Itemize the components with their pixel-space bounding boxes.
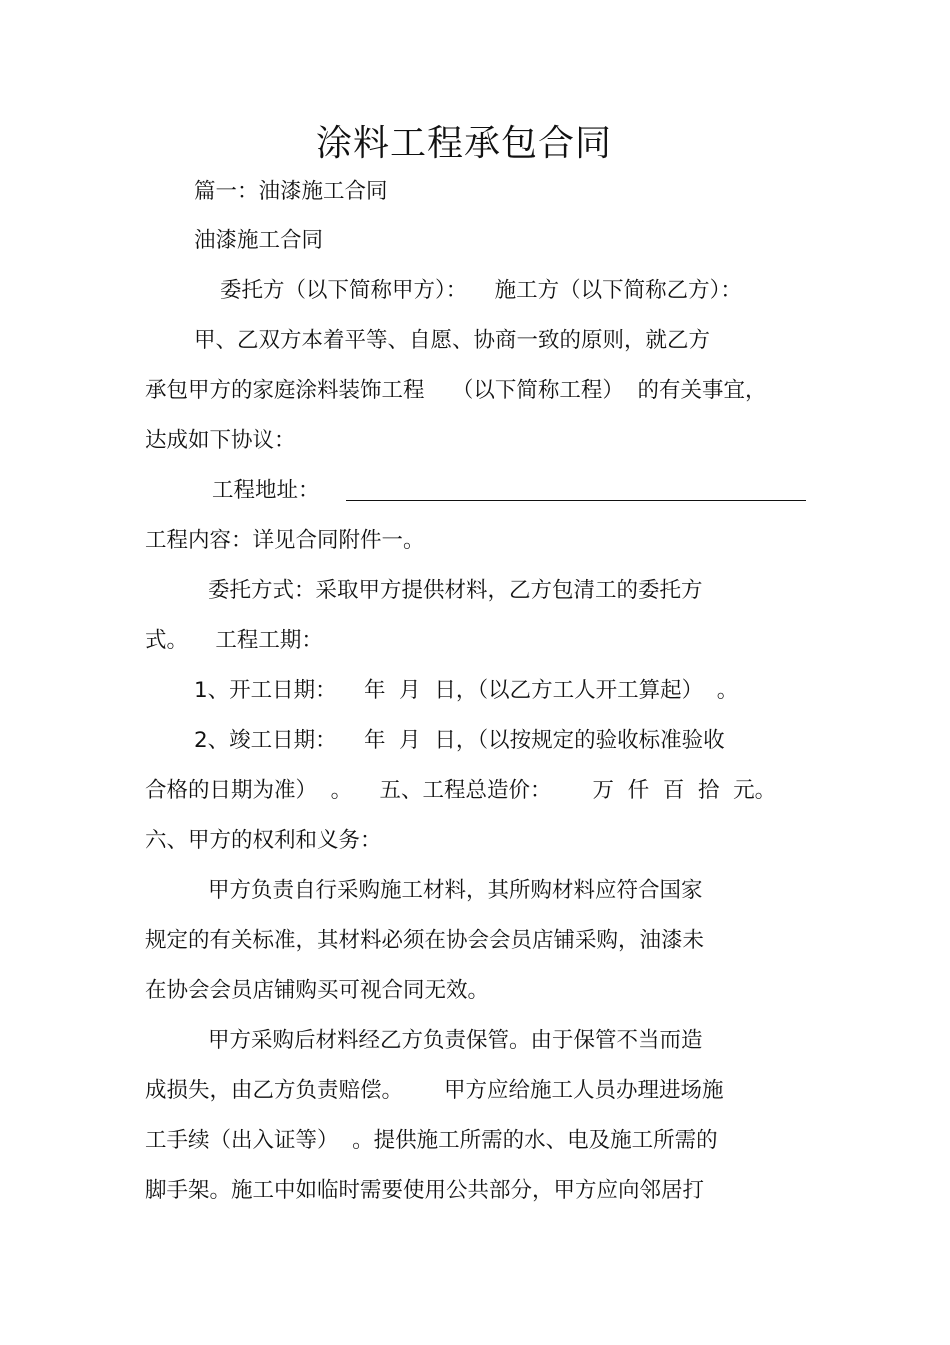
section-heading: 六、甲方的权利和义务： xyxy=(145,828,382,853)
address-fill-blank xyxy=(346,500,806,501)
paragraph-line: 工程内容：详见合同附件一。 xyxy=(145,528,425,553)
paragraph-line: 成损失，由乙方负责赔偿。 甲方应给施工人员办理进场施 xyxy=(145,1078,724,1103)
paragraph-line: 甲、乙双方本着平等、自愿、协商一致的原则，就乙方 xyxy=(194,328,711,353)
paragraph-line: 规定的有关标准，其材料必须在协会会员店铺采购，油漆未 xyxy=(145,928,705,953)
completion-date-line: 2、竣工日期： 年 月 日，（以按规定的验收标准验收 xyxy=(194,728,725,753)
total-cost-line: 合格的日期为准） 。 五、工程总造价： 万 仟 百 拾 元。 xyxy=(145,778,777,803)
project-address-label: 工程地址： xyxy=(212,478,320,503)
paragraph-line: 脚手架。施工中如临时需要使用公共部分，甲方应向邻居打 xyxy=(145,1178,705,1203)
start-date-line: 1、开工日期： 年 月 日，（以乙方工人开工算起） 。 xyxy=(194,678,739,703)
party-line: 委托方（以下简称甲方）： 施工方（以下简称乙方）： xyxy=(220,278,742,303)
section-heading: 篇一：油漆施工合同 xyxy=(194,179,388,204)
paragraph-line: 工手续（出入证等） 。提供施工所需的水、电及施工所需的 xyxy=(145,1128,718,1153)
paragraph-line: 委托方式：采取甲方提供材料，乙方包清工的委托方 xyxy=(208,578,703,603)
contract-subtitle: 油漆施工合同 xyxy=(194,228,324,253)
document-title: 涂料工程承包合同 xyxy=(315,123,612,164)
paragraph-line: 承包甲方的家庭涂料装饰工程 （以下简称工程） 的有关事宜， xyxy=(145,378,767,403)
paragraph-line: 式。 工程工期： xyxy=(145,628,323,653)
paragraph-line: 甲方采购后材料经乙方负责保管。由于保管不当而造 xyxy=(208,1028,703,1053)
paragraph-line: 在协会会员店铺购买可视合同无效。 xyxy=(145,978,490,1003)
paragraph-line: 达成如下协议： xyxy=(145,428,296,453)
paragraph-line: 甲方负责自行采购施工材料，其所购材料应符合国家 xyxy=(208,878,703,903)
